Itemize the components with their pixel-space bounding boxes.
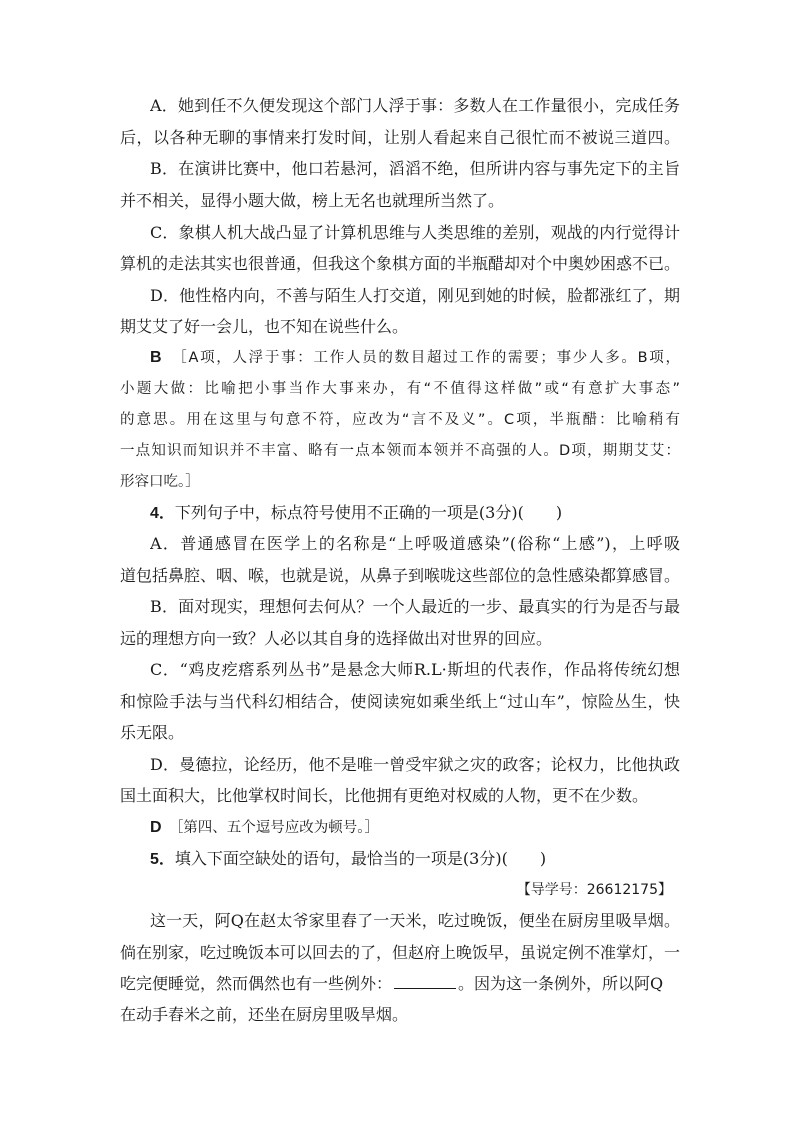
q4-option-d-line2: 国土面积大，比他掌权时间长，比他拥有更绝对权威的人物，更不在少数。 <box>120 786 649 805</box>
q3-option-c-line2: 算机的走法其实也很普通，但我这个象棋方面的半瓶醋却对个中奥妙困惑不已。 <box>120 254 680 273</box>
q5-passage-line3-start: 吃完便睡觉，然而偶然也有一些例外： <box>120 974 393 993</box>
q4-option-b-line1: B．面对现实，理想何去何从？一个人最近的一步、最真实的行为是否与最 <box>150 597 680 616</box>
q5-stem-line <box>150 849 680 870</box>
q5-passage-line2: 倘在别家，吃过晚饭本可以回去的了，但赵府上晚饭早，虽说定例不准掌灯，一 <box>120 943 680 962</box>
q5-passage-line1: 这一天，阿Q在赵太爷家里舂了一天米，吃过晚饭，便坐在厨房里吸旱烟。 <box>150 911 680 930</box>
q4-stem-line <box>150 503 680 524</box>
answer-blank <box>394 974 456 989</box>
q5-stem: 填入下面空缺处的语句，最恰当的一项是(3分)( ) <box>174 849 547 868</box>
q4-option-d-line1: D．曼德拉，论经历，他不是唯一曾受牢狱之灾的政客；论权力，比他执政 <box>150 755 680 774</box>
q3-option-a-line2: 后，以各种无聊的事情来打发时间，让别人看起来自己很忙而不被说三道四。 <box>120 128 680 147</box>
q5-passage-line4: 在动手舂米之前，还坐在厨房里吸旱烟。 <box>120 1005 409 1024</box>
q3-option-d-line1: D．他性格内向，不善与陌生人打交道，刚见到她的时候，脸都涨红了，期 <box>150 286 680 305</box>
q5-passage-line3-end: 。因为这一条例外，所以阿Q <box>458 974 664 993</box>
q3-answer-line2: 小题大做：比喻把小事当作大事来办，有“不值得这样做”或“有意扩大事态” <box>120 381 680 397</box>
q4-option-c-line3: 乐无限。 <box>120 723 185 742</box>
q3-answer-line1 <box>150 348 680 368</box>
q4-option-a-line2: 道包括鼻腔、咽、喉，也就是说，从鼻子到喉咙这些部位的急性感染都算感冒。 <box>120 566 680 585</box>
q3-answer-text1: ［A项，人浮于事：工作人员的数目超过工作的需要；事少人多。B项， <box>179 350 680 366</box>
q3-option-d-line2: 期艾艾了好一会儿，也不知在说些什么。 <box>120 317 409 336</box>
q3-answer-line4: 一点知识而知识并不丰富、略有一点本领而本领并不高强的人。D项，期期艾艾： <box>120 443 680 459</box>
q4-option-c-line1: C．“鸡皮疙瘩系列丛书”是悬念大师R.L·斯坦的代表作，作品将传统幻想 <box>150 660 680 679</box>
q5-passage-line3 <box>120 974 680 994</box>
q3-option-b-line2: 并不相关，显得小题大做，榜上无名也就理所当然了。 <box>120 191 505 210</box>
q4-answer-text: ［第四、五个逗号应改为顿号。］ <box>176 820 380 836</box>
q4-option-b-line2: 远的理想方向一致？人必以其自身的选择做出对世界的回应。 <box>120 629 553 648</box>
q4-option-c-line2: 和惊险手法与当代科幻相结合，使阅读宛如乘坐纸上“过山车”，惊险丛生，快 <box>120 692 680 711</box>
q3-answer-line5: 形容口吃。］ <box>120 474 200 490</box>
q5-number: 5． <box>150 851 175 868</box>
q4-option-a-line1: A．普通感冒在医学上的名称是“上呼吸道感染”(俗称“上感”)，上呼吸 <box>150 534 680 553</box>
q4-answer-mark: D <box>150 819 162 836</box>
q3-option-c-line1: C．象棋人机大战凸显了计算机思维与人类思维的差别，观战的内行觉得计 <box>150 223 680 242</box>
guide-number: 【导学号：26612175】 <box>516 882 672 898</box>
q3-answer-mark: B <box>150 349 162 366</box>
q4-answer-line <box>150 818 680 838</box>
q3-option-b-line1: B．在演讲比赛中，他口若悬河，滔滔不绝，但所讲内容与事先定下的主旨 <box>150 159 680 178</box>
q3-answer-line3: 的意思。用在这里与句意不符，应改为“言不及义”。C项，半瓶醋：比喻稍有 <box>120 412 680 428</box>
q4-stem: 下列句子中，标点符号使用不正确的一项是(3分)( ) <box>174 503 563 522</box>
q4-number: 4． <box>150 505 175 522</box>
q3-option-a-line1: A．她到任不久便发现这个部门人浮于事：多数人在工作量很小，完成任务 <box>150 96 680 115</box>
